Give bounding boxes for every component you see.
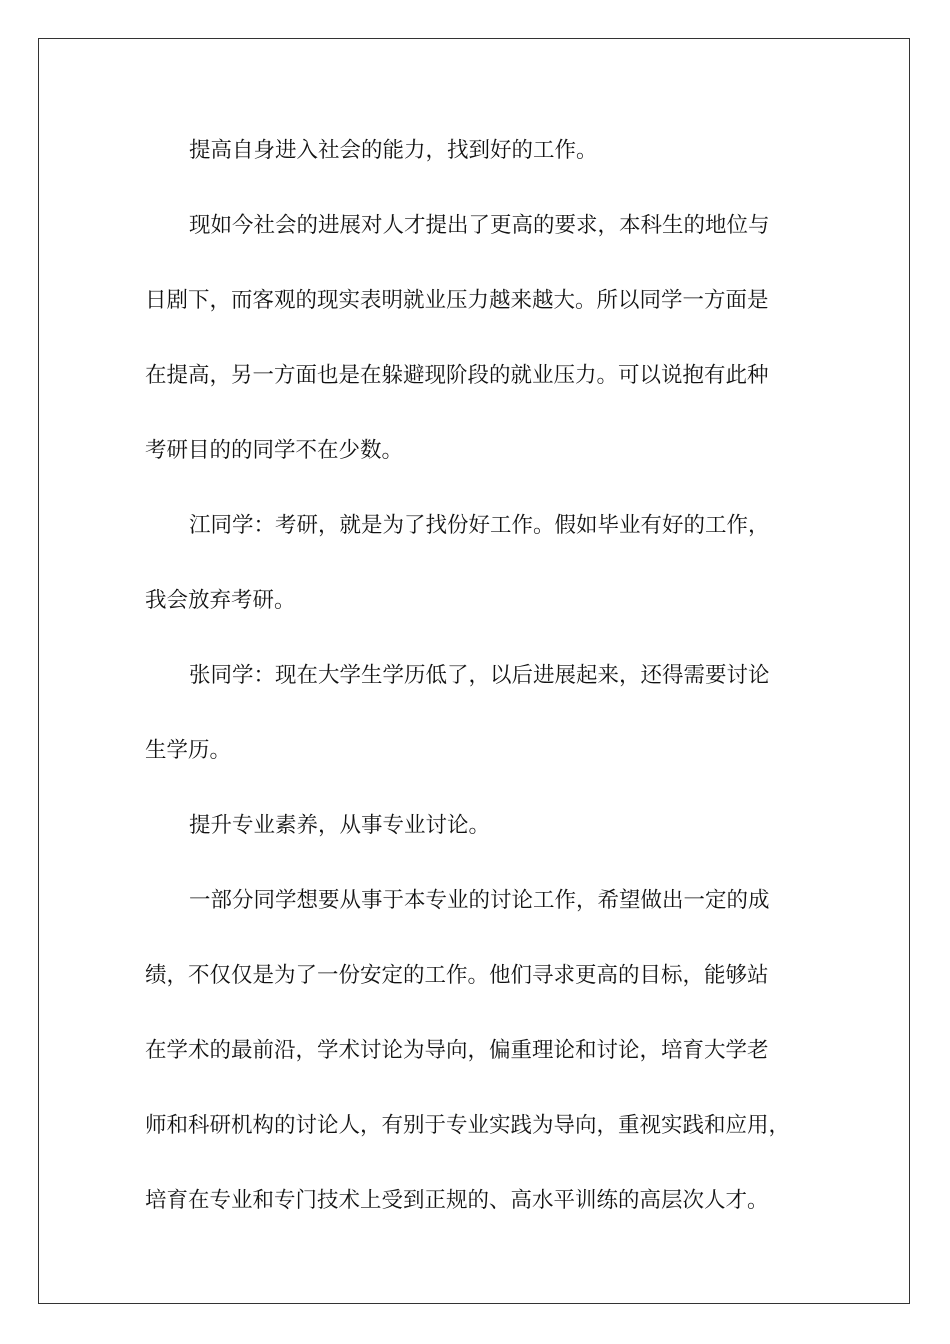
paragraph-line: 江同学：考研，就是为了找份好工作。假如毕业有好的工作，	[189, 513, 770, 538]
paragraph-line: 生学历。	[145, 738, 232, 763]
paragraph-line: 一部分同学想要从事于本专业的讨论工作，希望做出一定的成	[189, 888, 770, 913]
paragraph-line: 绩，不仅仅是为了一份安定的工作。他们寻求更高的目标，能够站	[145, 963, 769, 988]
paragraph-line: 考研目的的同学不在少数。	[145, 438, 404, 463]
paragraph-line: 张同学：现在大学生学历低了，以后进展起来，还得需要讨论	[189, 663, 770, 688]
paragraph-line: 提升专业素养，从事专业讨论。	[189, 813, 491, 838]
paragraph-line: 现如今社会的进展对人才提出了更高的要求，本科生的地位与	[189, 213, 770, 238]
paragraph-line: 在提高，另一方面也是在躲避现阶段的就业压力。可以说抱有此种	[145, 363, 769, 388]
paragraph-line: 培育在专业和专门技术上受到正规的、高水平训练的高层次人才。	[145, 1188, 769, 1213]
paragraph-line: 我会放弃考研。	[145, 588, 296, 613]
paragraph-line: 日剧下，而客观的现实表明就业压力越来越大。所以同学一方面是	[145, 288, 769, 313]
paragraph-line: 师和科研机构的讨论人，有别于专业实践为导向，重视实践和应用，	[145, 1113, 791, 1138]
document-body	[145, 131, 810, 1256]
paragraph-line: 在学术的最前沿，学术讨论为导向，偏重理论和讨论，培育大学老	[145, 1038, 769, 1063]
paragraph-line: 提高自身进入社会的能力，找到好的工作。	[189, 138, 598, 163]
